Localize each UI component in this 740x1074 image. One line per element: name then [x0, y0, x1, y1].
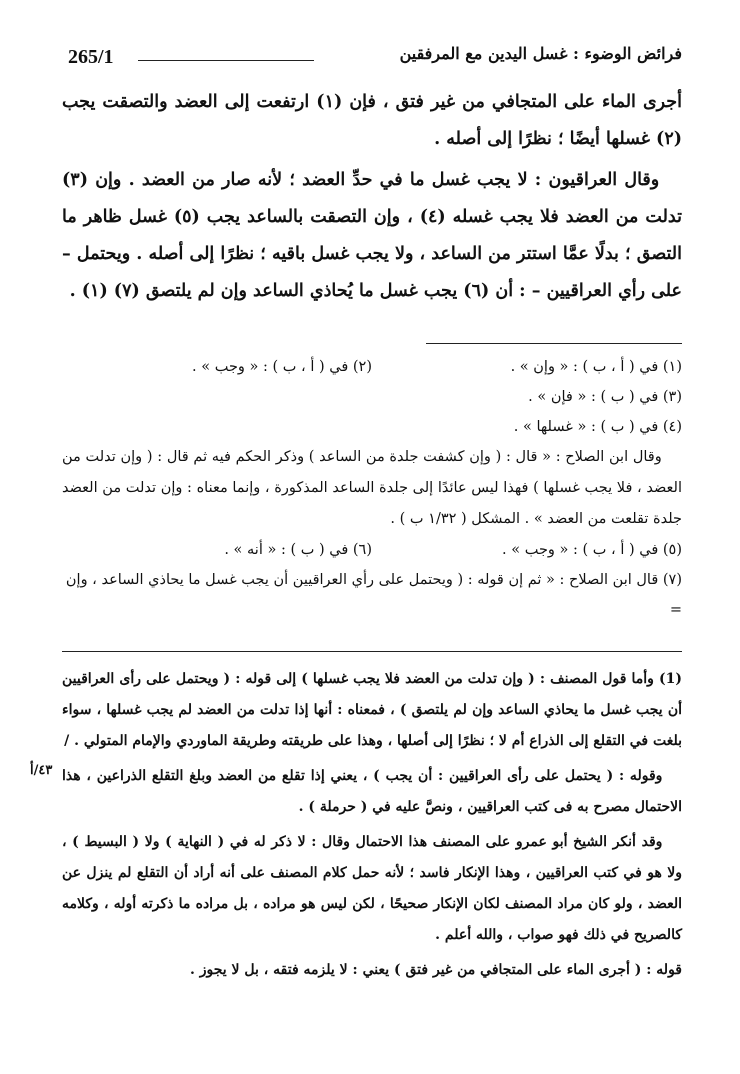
variant-note-2: (٢) في ( أ ، ب ) : « وجب » . [192, 359, 372, 375]
variant-row [62, 412, 682, 442]
manuscript-folio-marker: ٤٣/أ [30, 763, 53, 778]
ibn-salah-note: وقال ابن الصلاح : « قال : ( وإن كشفت جلدة من الساعد ) وذكر الحكم فيه ثم قال : ( وإن تدلت من العضد ، فلا يجب غسلها ) فهذا ليس عائدًا إلى جلدة الساعد المذكورة ، وإنما معناه : وإن تدلت من العضد جلدة تقلعت من العضد » . المشكل ( ١/٣٢ ب ) . [62, 449, 682, 527]
variant-row [62, 535, 682, 565]
commentary-divider [62, 651, 682, 652]
variant-row [62, 382, 682, 412]
commentary-paragraph-1: (1) وأما قول المصنف : ( وإن تدلت من العضد فلا يجب غسلها ) إلى قوله : ( ويحتمل على رأى العراقيين أن يجب غسل ما يحاذي الساعد وإن لم يلتصق ) ، فمعناه : أنها إذا تدلت من العضد لم يجب غسلها ، سواء بلغت في التقلع إلى الذراع أم لا ؛ نظرًا إلى أصلها ، وهذا على طريقته وطريقة الماوردي والإمام المتولي . / [62, 671, 682, 749]
running-header [68, 44, 682, 74]
running-title: فرائض الوضوء : غسل اليدين مع المرفقين [399, 44, 682, 63]
main-text [62, 84, 682, 310]
variant-footnotes [62, 352, 682, 625]
variant-note-7: (٧) قال ابن الصلاح : « ثم إن قوله : ( ويحتمل على رأي العراقيين أن يجب غسل ما يحاذي الساعد ، وإن = [65, 572, 682, 618]
variant-note-1: (١) في ( أ ، ب ) : « وإن » . [510, 359, 682, 375]
variant-note-6: (٦) في ( ب ) : « أنه » . [224, 542, 372, 558]
footnote-divider [426, 343, 682, 344]
variant-note-5: (٥) في ( أ ، ب ) : « وجب » . [502, 542, 682, 558]
variant-note-3: (٣) في ( ب ) : « فإن » . [528, 389, 682, 405]
commentary-paragraph-4: قوله : ( أجرى الماء على المتجافي من غير فتق ) يعني : لا يلزمه فتقه ، بل لا يجوز . [190, 962, 682, 978]
variant-row [62, 352, 682, 382]
header-rule [138, 60, 314, 61]
variant-row [62, 565, 682, 625]
page-number: 265/1 [68, 46, 114, 68]
commentary-paragraph-3: وقد أنكر الشيخ أبو عمرو على المصنف هذا الاحتمال وقال : لا ذكر له في ( النهاية ) ولا ( البسيط ) ، ولا هو في كتب العراقيين ، وهذا الإنكار فاسد ؛ لأنه حمل كلام المصنف على أنه أراد أن التقلع لم ينزل عن العضد ، ولو كان مراد المصنف لكان الإنكار صحيحًا ، لكن ليس هو مراده ، بل مراده ما ذكرته أوله ، وكلامه كالصريح في ذلك فهو صواب ، والله أعلم . [62, 834, 682, 943]
commentary [62, 664, 682, 990]
main-paragraph-1: أجرى الماء على المتجافي من غير فتق ، فإن (١) ارتفعت إلى العضد والتصقت يجب (٢) غسلها أيضًا ؛ نظرًا إلى أصله . [62, 92, 682, 149]
variant-note-4: (٤) في ( ب ) : « غسلها » . [513, 419, 682, 435]
main-paragraph-2: وقال العراقيون : لا يجب غسل ما في حدِّ العضد ؛ لأنه صار من العضد . وإن (٣) تدلت من العضد فلا يجب غسله (٤) ، وإن التصقت بالساعد يجب (٥) غسل ظاهر ما التصق ؛ بدلًا عمَّا استتر من الساعد ، ولا يجب غسل باقيه ؛ نظرًا إلى أصله . ويحتمل – على رأي العراقيين – : أن (٦) يجب غسل ما يُحاذي الساعد وإن لم يلتصق (٧) (١) . [62, 170, 682, 301]
commentary-paragraph-2: وقوله : ( يحتمل على رأى العراقيين : أن يجب ) ، يعني إذا تقلع من العضد وبلغ التقلع الذراعين ، هذا الاحتمال مصرح به فى كتب العراقيين ، ونصَّ عليه في ( حرملة ) . [62, 768, 682, 815]
